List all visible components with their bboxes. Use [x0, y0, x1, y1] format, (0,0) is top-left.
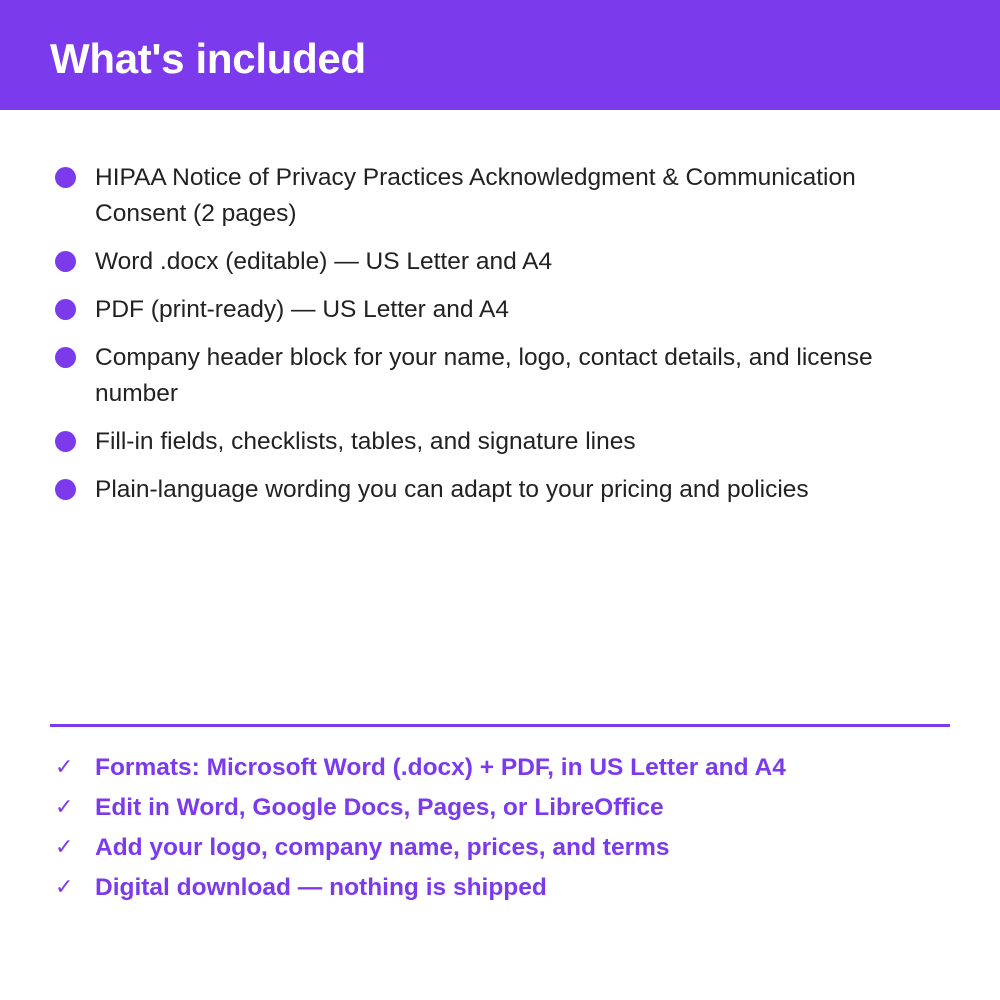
list-item [0, 160, 1000, 232]
list-item [0, 424, 1000, 460]
list-item-text: Plain-language wording you can adapt to your pricing and policies [95, 476, 809, 503]
feature-item [0, 748, 1000, 788]
bullet-dot-icon [55, 431, 76, 452]
feature-item [0, 788, 1000, 828]
bullet-dot-icon [55, 299, 76, 320]
checkmark-icon: ✓ [55, 875, 74, 900]
feature-item [0, 828, 1000, 868]
bullet-dot-icon [55, 347, 76, 368]
list-item-text: Word .docx (editable) — US Letter and A4 [95, 248, 553, 275]
section-divider [50, 724, 950, 727]
header-banner [0, 0, 1000, 110]
list-item [0, 472, 1000, 508]
page-title: What's included [50, 35, 366, 82]
list-item [0, 340, 1000, 412]
list-item-text: HIPAA Notice of Privacy Practices Acknowledgment & Communication Consent (2 pages) [95, 164, 856, 227]
feature-text: Formats: Microsoft Word (.docx) + PDF, in US Letter and A4 [95, 754, 786, 781]
included-items-list [0, 160, 1000, 520]
list-item [0, 244, 1000, 280]
list-item-text: Fill-in fields, checklists, tables, and signature lines [95, 428, 636, 455]
feature-item [0, 868, 1000, 908]
list-item [0, 292, 1000, 328]
feature-text: Edit in Word, Google Docs, Pages, or LibreOffice [95, 794, 664, 821]
checkmark-icon: ✓ [55, 755, 74, 780]
checkmark-icon: ✓ [55, 835, 74, 860]
feature-text: Digital download — nothing is shipped [95, 874, 547, 901]
features-checklist [0, 748, 1000, 908]
bullet-dot-icon [55, 167, 76, 188]
checkmark-icon: ✓ [55, 795, 74, 820]
bullet-dot-icon [55, 479, 76, 500]
list-item-text: Company header block for your name, logo, contact details, and license number [95, 344, 873, 407]
bullet-dot-icon [55, 251, 76, 272]
feature-text: Add your logo, company name, prices, and terms [95, 834, 670, 861]
list-item-text: PDF (print-ready) — US Letter and A4 [95, 296, 509, 323]
